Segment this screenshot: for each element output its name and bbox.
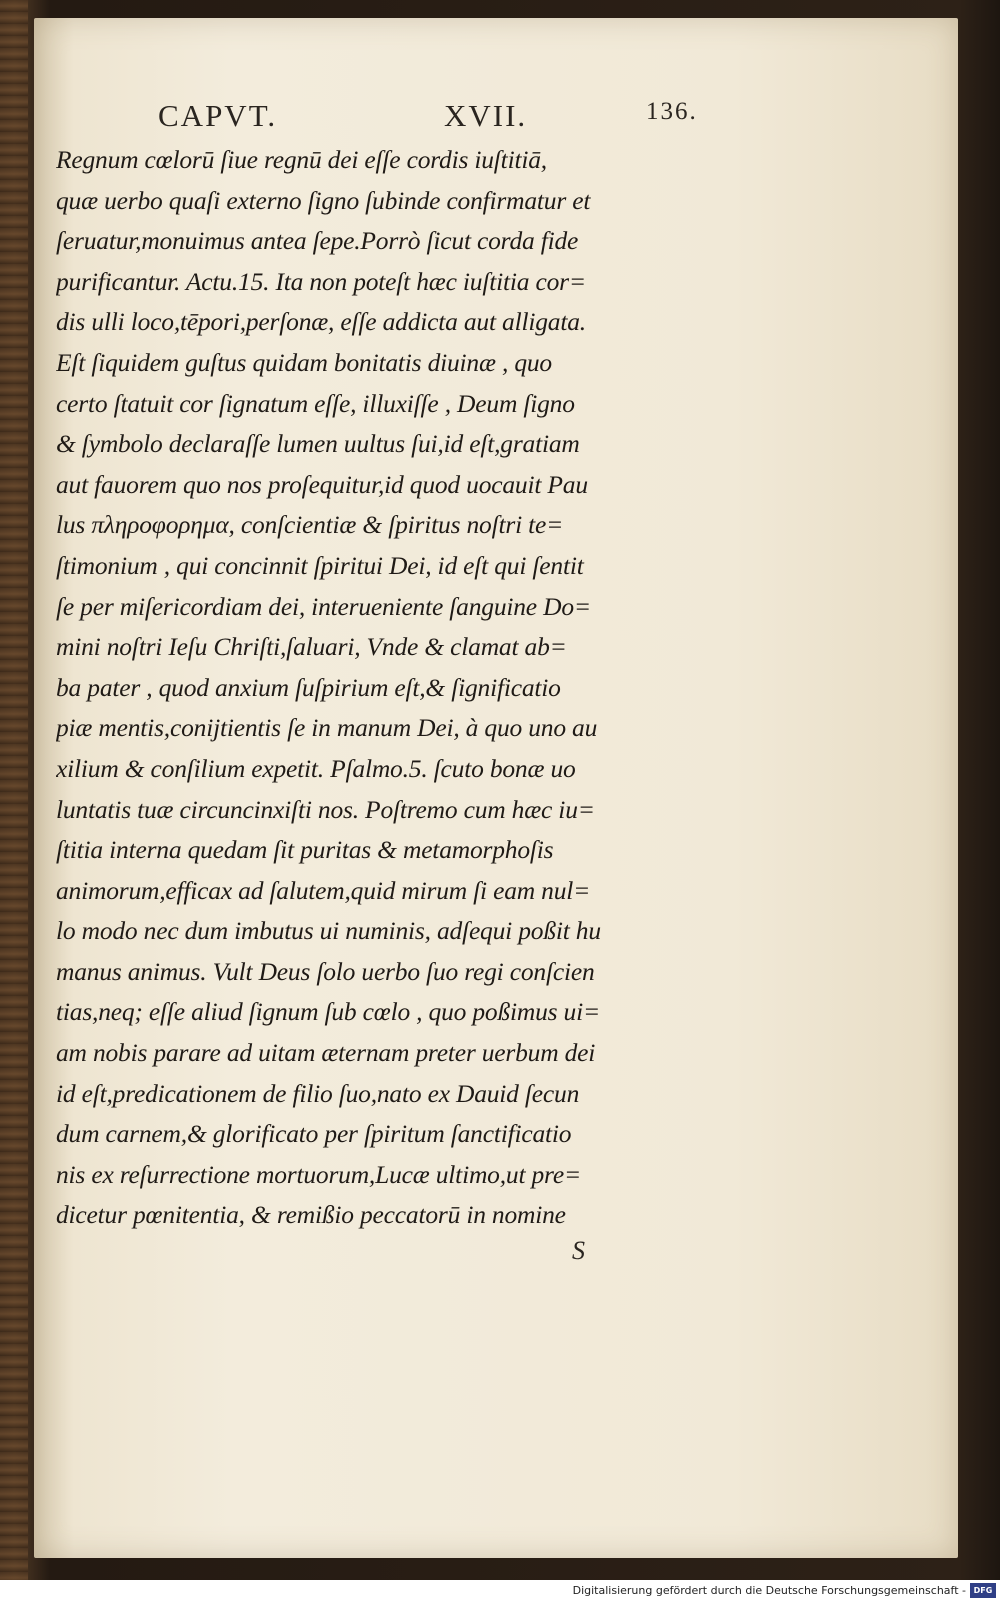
text-line: luntatis tuæ circuncinxiſti nos. Poſtremo cum hæc iu= [56,794,595,824]
dfg-logo-icon: DFG [970,1583,996,1598]
text-line: animorum,efficax ad ſalutem,quid mirum ſi eam nul= [56,875,591,905]
digitization-footer [0,1580,1000,1603]
text-line: ſeruatur,monuimus antea ſepe.Porrò ſicut corda fide [56,226,579,256]
text-line: dicetur pœnitentia, & remißio peccatorū in nomine [56,1200,566,1230]
text-line: Regnum cœlorū ſiue regnū dei eſſe cordis iuſtitiā, [56,145,547,174]
text-line: manus animus. Vult Deus ſolo uerbo ſuo regi conſcien [56,956,595,986]
running-head-left: CAPVT. [158,98,278,133]
text-line: dum carnem,& glorificato per ſpiritum ſanctificatio [56,1119,572,1149]
text-line: lus πληροφορημα, conſcientiæ & ſpiritus noſtri te= [56,510,564,540]
catchword: S [572,1236,585,1265]
text-line: lo modo nec dum imbutus ui numinis, adſequi poßit hu [56,916,601,946]
text-line: quæ uerbo quaſi externo ſigno ſubinde confirmatur et [56,185,591,215]
running-head [158,98,718,138]
text-line: piæ mentis,conijtientis ſe in manum Dei, à quo uno au [56,713,598,743]
text-line: nis ex reſurrectione mortuorum,Lucæ ultimo,ut pre= [56,1159,581,1189]
text-line: purificantur. Actu.15. Ita non poteſt hæc iuſtitia cor= [56,266,586,296]
text-line: ſtimonium , qui concinnit ſpiritui Dei, id eſt qui ſentit [56,550,584,580]
text-line: aut fauorem quo nos proſequitur,id quod uocauit Pau [56,469,588,499]
text-line: dis ulli loco,tēpori,perſonæ, eſſe addicta aut alligata. [56,307,586,337]
text-line: & ſymbolo declaraſſe lumen uultus ſui,id eſt,gratiam [56,429,580,459]
funding-credit: Digitalisierung gefördert durch die Deutsche Forschungsgemeinschaft - [572,1584,966,1597]
text-line: Eſt ſiquidem guſtus quidam bonitatis diuinæ , quo [56,347,552,377]
text-line: certo ſtatuit cor ſignatum eſſe, illuxiſſe , Deum ſigno [56,388,575,418]
text-line: ſe per miſericordiam dei, interueniente ſanguine Do= [56,591,591,621]
body-text [56,140,716,1236]
book-spine-edge [0,0,28,1580]
running-head-center: XVII. [444,98,528,133]
text-line: am nobis parare ad uitam æternam preter uerbum dei [56,1038,596,1068]
text-line: xilium & conſilium expetit. Pſalmo.5. ſcuto bonæ uo [56,753,576,783]
text-line: ba pater , quod anxium ſuſpirium eſt,& ſignificatio [56,672,561,702]
text-line: mini noſtri Ieſu Chriſti,ſaluari, Vnde & clamat ab= [56,632,567,662]
text-line: id eſt,predicationem de filio ſuo,nato ex Dauid ſecun [56,1078,580,1108]
text-line: ſtitia interna quedam ſit puritas & metamorphoſis [56,835,554,865]
text-line: tias,neq; eſſe aliud ſignum ſub cœlo , quo poßimus ui= [56,997,600,1027]
page-number: 136. [646,98,698,125]
